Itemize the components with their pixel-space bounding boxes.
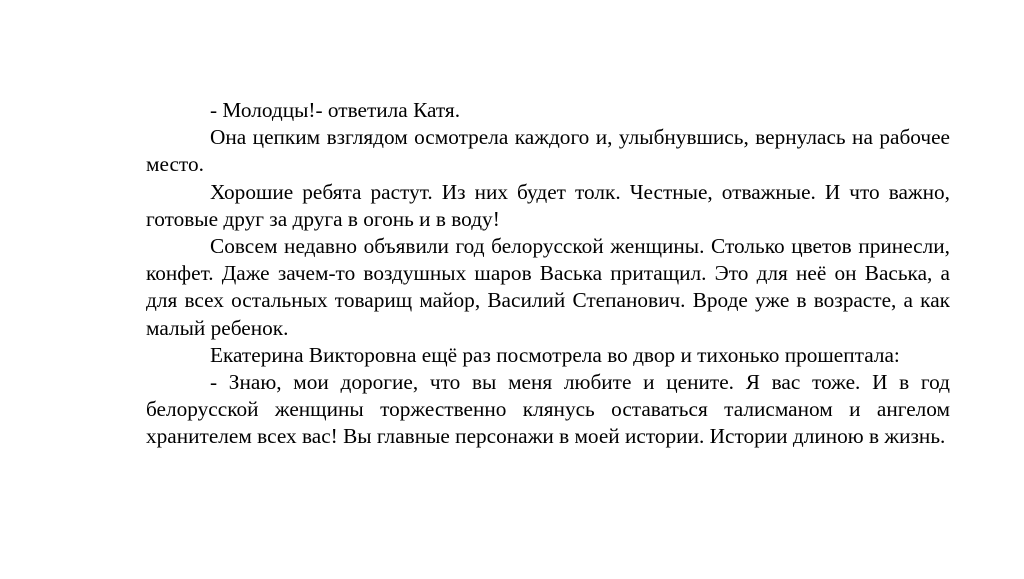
paragraph-1: - Молодцы!- ответила Катя. (210, 98, 461, 122)
paragraph-4: Совсем недавно объявили год белорусской женщины. Столько цветов принесли, конфет. Даже зачем-то воздушных шаров Васька притащил. Это для неё он Васька, а для всех остальных товарищ майор, Василий Степанович. Вроде уже в возрасте, а как малый ребенок. (146, 234, 950, 340)
paragraph-6: - Знаю, мои дорогие, что вы меня любите и цените. Я вас тоже. И в год белорусской женщины торжественно клянусь оставаться талисманом и ангелом хранителем всех вас! Вы главные персонажи в моей истории. Истории длиною в жизнь. (146, 370, 950, 449)
story-text (146, 97, 950, 451)
paragraph-3: Хорошие ребята растут. Из них будет толк. Честные, отважные. И что важно, готовые друг за друга в огонь и в воду! (146, 179, 950, 231)
paragraph-2: Она цепким взглядом осмотрела каждого и, улыбнувшись, вернулась на рабочее место. (146, 125, 950, 177)
paragraph-5: Екатерина Викторовна ещё раз посмотрела во двор и тихонько прошептала: (210, 342, 900, 367)
